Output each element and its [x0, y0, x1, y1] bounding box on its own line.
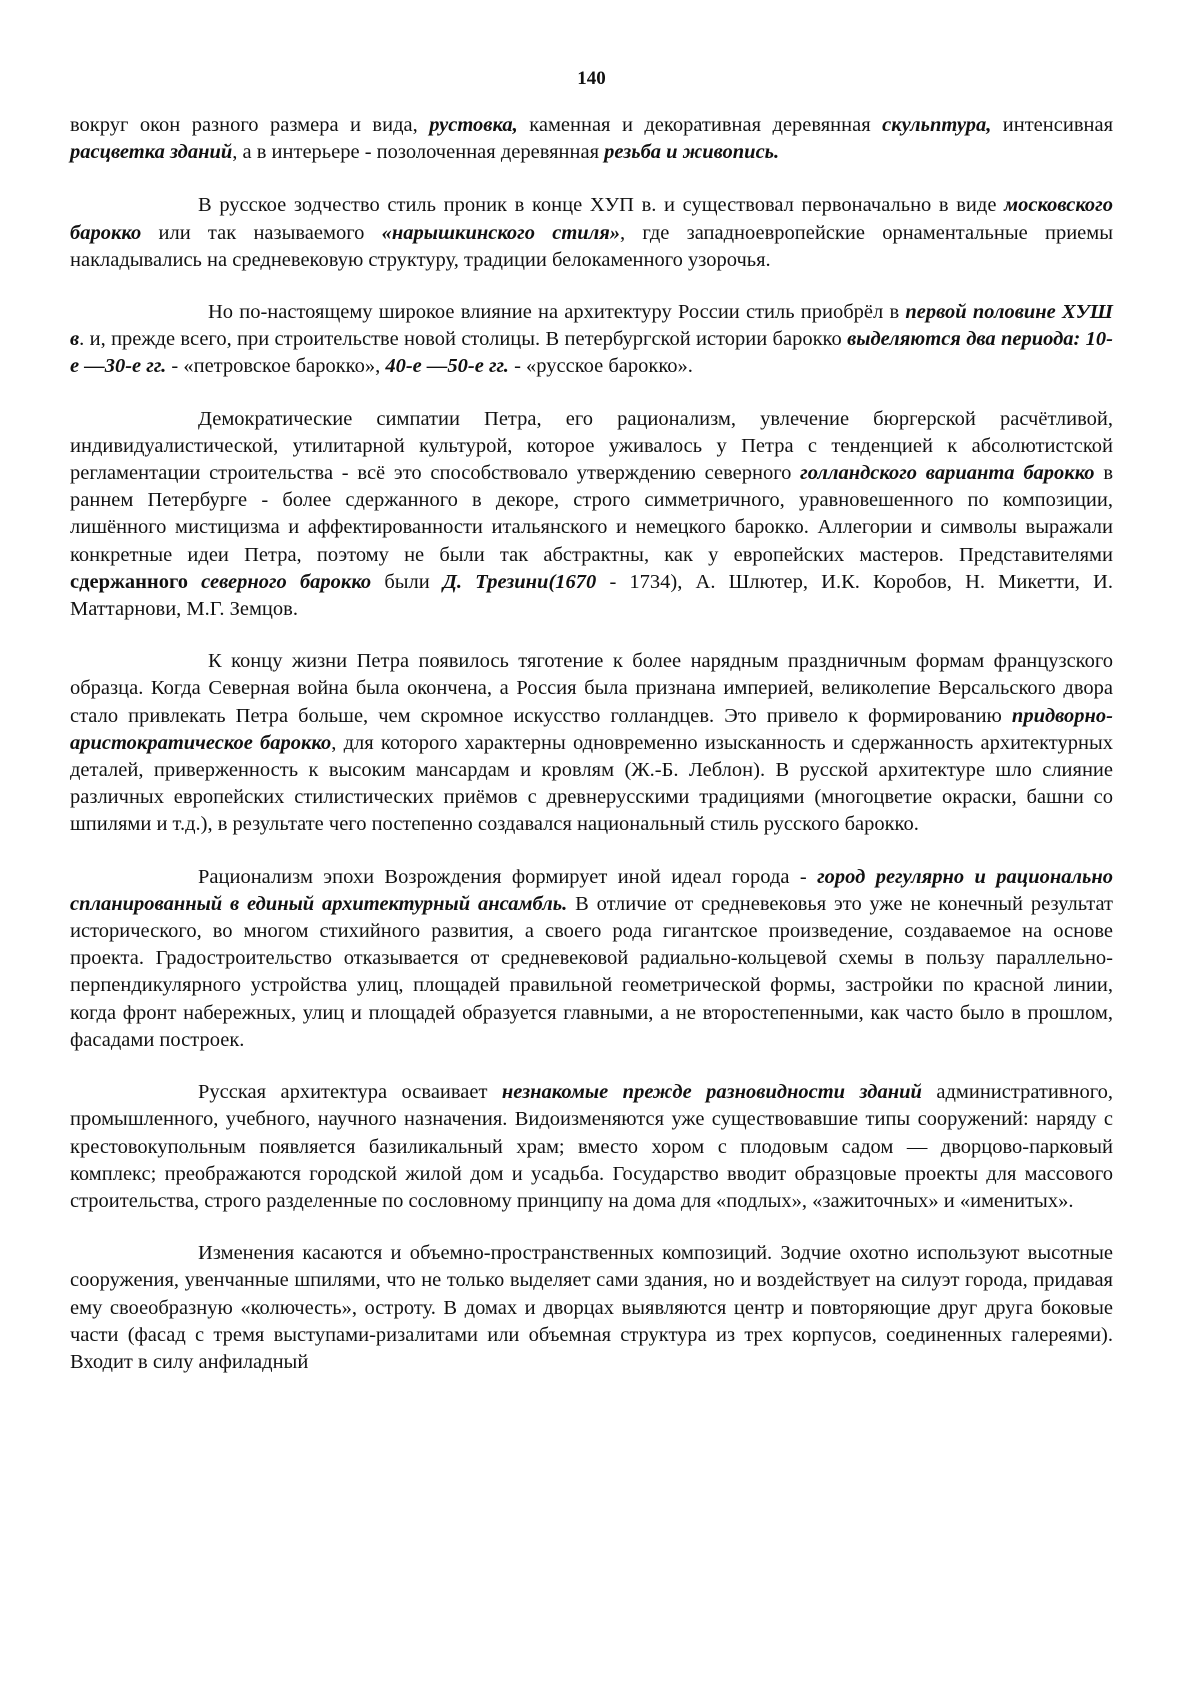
text-run: интенсивная — [991, 114, 1114, 136]
emphasis-run: 40-е —50-е гг. — [385, 355, 509, 378]
text-run: Рационализм эпохи Возрождения формирует иной идеал города - — [198, 865, 818, 888]
text-run: В русское зодчество стиль проник в конце ХУП в. и существовал первоначально в виде — [198, 194, 1005, 217]
paragraph-7 — [70, 1079, 1113, 1215]
document-page — [70, 68, 1113, 1401]
text-run: - «петровское барокко», — [166, 355, 386, 378]
emphasis-run: северного барокко — [201, 570, 372, 593]
text-run: , где западноевропейские орнаментальные приемы накладывались на средневековую структуру, традиции белокаменного узорочья. — [70, 221, 1114, 271]
text-run: вокруг окон разного размера и вида, — [70, 114, 430, 136]
text-run: В отличие от средневековья это уже не конечный результат исторического, во многом стихийного развития, а своего рода гигантское произведение, создаваемое на основе проекта. Градостроительство отказывается от средневековой радиально-кольцевой схемы в пользу параллельно-перпендикулярного устройства улиц, площадей правильной геометрической формы, застройки по красной линии, когда фронт набережных, улиц и площадей образуется главными, а не второстепенными, как часто было в прошлом, фасадами построек. — [70, 892, 1113, 1051]
text-run: . и, прежде всего, при строительстве новой столицы. В петербургской истории барокко — [79, 328, 848, 351]
text-run — [188, 571, 201, 593]
emphasis-run: скульптура, — [882, 114, 992, 136]
emphasis-run: московского барокко — [70, 194, 1113, 244]
text-run: - «русское барокко». — [508, 355, 693, 378]
paragraph-2 — [70, 192, 1113, 274]
emphasis-run: придворно-аристократическое барокко — [70, 704, 1113, 754]
emphasis-run: город регулярно и рационально спланированный в единый архитектурный ансамбль. — [70, 865, 1114, 915]
emphasis-run: выделяются два периода: 10-е —30-е гг. — [70, 328, 1114, 378]
paragraph-3 — [70, 299, 1113, 381]
emphasis-run: расцветка зданий — [70, 141, 233, 164]
paragraph-8 — [70, 1240, 1113, 1376]
text-run: административного, промышленного, учебного, научного назначения. Видоизменяются уже существовавшие типы сооружений: наряду с крестовокупольным появляется базиликальный храм; вместо хором с плодовым садом — дворцово-парковый комплекс; преображаются городской жилой дом и усадьба. Государство вводит образцовые проекты для массового строительства, строго разделенные по сословному принципу на дома для «подлых», «зажиточных» и «именитых». — [70, 1081, 1113, 1212]
emphasis-run: «нарышкинского стиля» — [381, 221, 621, 244]
text-run: Изменения касаются и объемно-пространственных композиций. Зодчие охотно используют высотные сооружения, увенчанные шпилями, что не только выделяет сами здания, но и воздействует на силуэт города, придавая ему своеобразную «колючесть», остроту. В домах и дворцах выявляются центр и повторяющие друг друга боковые части (фасад с тремя выступами-ризалитами или объемная структура из трех корпусов, соединенных галереями). Входит в силу анфиладный — [70, 1242, 1113, 1373]
emphasis-run: первой половине ХУШ в — [70, 301, 1113, 351]
text-run: были — [371, 570, 443, 593]
paragraph-4 — [70, 406, 1113, 624]
paragraph-1 — [70, 112, 1113, 166]
page-number: 140 — [577, 68, 606, 89]
emphasis-run: голландского варианта барокко — [800, 462, 1095, 485]
emphasis-run: незнакомые прежде разновидности зданий — [501, 1081, 922, 1104]
text-run: К концу жизни Петра появилось тяготение к более нарядным праздничным формам французского образца. Когда Северная война была окончена, а Россия была признана империей, великолепие Версальского двора стало привлекать Петра больше, чем скромное искусство голландцев. Это привело к формированию — [70, 650, 1113, 727]
emphasis-run: резьба и живопись. — [604, 141, 780, 164]
text-run: - 1734), А. Шлютер, И.К. Коробов, Н. Микетти, И. Маттарнови, М.Г. Земцов. — [70, 570, 1113, 621]
emphasis-run: Д. Трезини(1670 — [442, 570, 597, 593]
paragraph-5 — [70, 648, 1113, 838]
emphasis-run: рустовка, — [429, 114, 518, 136]
text-run: , а в интерьере - позолоченная деревянная — [232, 141, 605, 164]
paragraph-6 — [70, 864, 1113, 1054]
text-run: или так называемого — [141, 221, 382, 244]
bold-run: сдержанного — [70, 570, 189, 593]
text-run: , для которого характерны одновременно изысканность и сдержанность архитектурных деталей, приверженность к высоким мансардам и кровлям (Ж.-Б. Леблон). В русской архитектуре шло слияние различных европейских стилистических приёмов с древнерусскими традициями (многоцветие окраски, башни со шпилями и т.д.), в результате чего постепенно создавался национальный стиль русского барокко. — [70, 731, 1113, 836]
text-run: Но по-настоящему широкое влияние на архитектуру России стиль приобрёл в — [208, 301, 906, 324]
text-run: Демократические симпатии Петра, его рационализм, увлечение бюргерской расчётливой, индивидуалистической, утилитарной культурой, которое уживалось у Петра с тенденцией к абсолютистской регламентации строительства - всё это способствовало утверждению северного — [70, 407, 1113, 485]
text-run: в раннем Петербурге - более сдержанного в декоре, строго симметричного, уравновешенного по композиции, лишённого мистицизма и аффектированности итальянского и немецкого барокко. Аллегории и символы выражали конкретные идеи Петра, поэтому не были так абстрактны, как у европейских мастеров. Представителями — [70, 462, 1114, 566]
text-run: каменная и декоративная деревянная — [517, 114, 883, 136]
text-run: Русская архитектура осваивает — [198, 1081, 502, 1104]
